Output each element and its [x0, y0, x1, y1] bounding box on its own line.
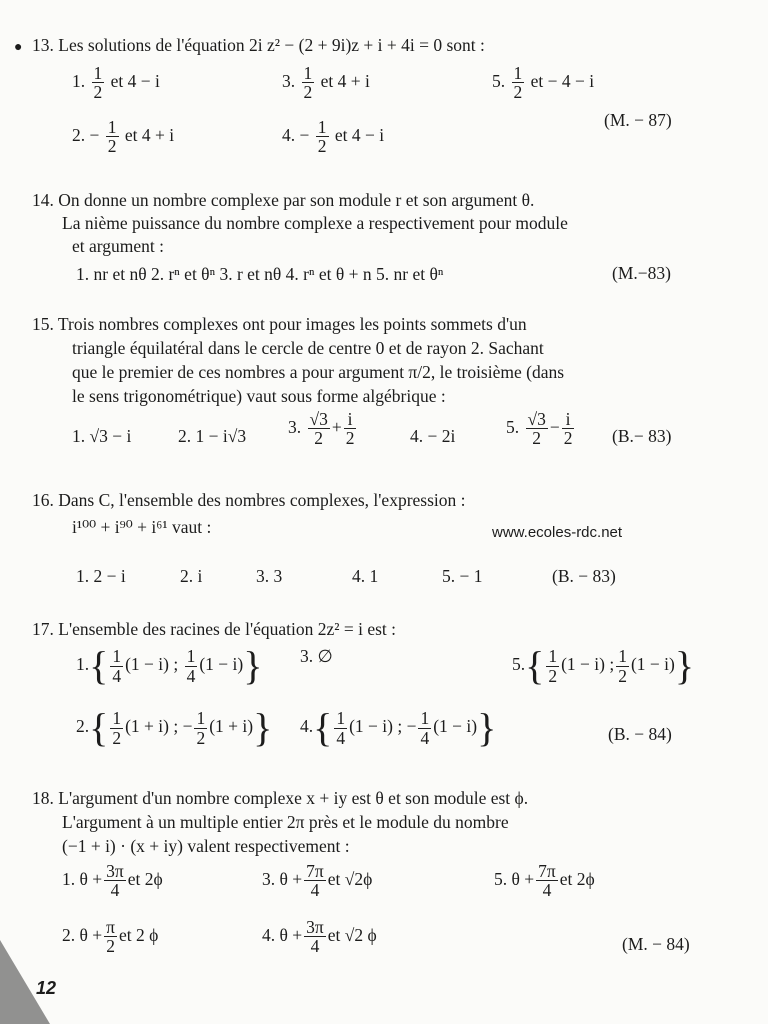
source-ref: (M. − 87) [604, 110, 672, 130]
bullet-mark-icon: ● [14, 40, 23, 55]
option-2: 2. θ + $\frac{\pi}{2}$ et 2 ϕ [62, 917, 159, 957]
option-4: 4. − 2i [410, 426, 456, 446]
option-4: 4.{ $\frac{1}{4}$ (1 − i) ; − $\frac{1}{4}$ (1 − i)} [300, 705, 497, 750]
website-watermark: www.ecoles-rdc.net [492, 524, 623, 541]
fraction: $\frac{7\pi}{4}$ [538, 861, 556, 901]
option-2: 2. 1 − i√3 [178, 426, 247, 446]
fraction: $\frac{√3}{2}$ [527, 409, 546, 449]
option-5: 5. θ + $\frac{7\pi}{4}$ et 2ϕ [494, 861, 595, 901]
option-3: 3. θ + $\frac{7\pi}{4}$ et √2ϕ [262, 861, 373, 901]
fraction: $\frac{1}{2}$ [513, 63, 523, 103]
question-text: L'argument à un multiple entier 2π près et le module du nombre [62, 812, 509, 832]
option-5: 5. − 1 [442, 566, 483, 586]
source-ref: (B. − 84) [608, 724, 672, 744]
option-2: 2.{ $\frac{1}{2}$ (1 + i) ; − $\frac{1}{2}$ (1 + i)} [76, 705, 273, 750]
question-text: (−1 + i) · (x + iy) valent respectivement : [62, 836, 350, 856]
source-ref: (M. − 84) [622, 934, 690, 954]
option-3: 3. 3 [256, 566, 283, 586]
fraction: $\frac{1}{2}$ [196, 708, 206, 748]
fraction: $\frac{1}{2}$ [107, 117, 117, 157]
fraction: $\frac{1}{4}$ [112, 646, 122, 686]
fraction: $\frac{1}{4}$ [420, 708, 430, 748]
option-2: 2. i [180, 566, 203, 586]
source-ref: (M.−83) [612, 263, 671, 283]
option-4: 4. 1 [352, 566, 379, 586]
fraction: $\frac{1}{2}$ [112, 708, 122, 748]
fraction: $\frac{1}{2}$ [317, 117, 327, 157]
option-4: 4. θ + $\frac{3\pi}{4}$ et √2 ϕ [262, 917, 377, 957]
fraction: $\frac{1}{2}$ [618, 646, 627, 686]
fraction: $\frac{1}{2}$ [93, 63, 103, 103]
option-3: 3. $\frac{√3}{2}$ + $\frac{i}{2}$ [288, 409, 355, 449]
option-5: 5.{ $\frac{1}{2}$ (1 − i) ; $\frac{1}{2}$ (1 − i)} [512, 643, 695, 688]
option-1: 1. $\frac{1}{2}$ et 4 − i [72, 63, 160, 103]
fraction: $\frac{√3}{2}$ [309, 409, 328, 449]
option-5: 5. $\frac{√3}{2}$ − $\frac{i}{2}$ [506, 409, 573, 449]
question-text: 16. Dans C, l'ensemble des nombres complexes, l'expression : [32, 490, 466, 510]
option-3: 3. ∅ [300, 646, 333, 666]
question-text: 14. On donne un nombre complexe par son module r et son argument θ. [32, 190, 535, 210]
fraction: $\frac{1}{4}$ [186, 646, 196, 686]
option-1: 1. √3 − i [72, 426, 132, 446]
fraction: $\frac{1}{2}$ [548, 646, 558, 686]
question-stem: 13. Les solutions de l'équation 2i z² − (2 + 9i)z + i + 4i = 0 sont : [32, 35, 485, 55]
option-5: 5. $\frac{1}{2}$ et − 4 − i [492, 63, 595, 103]
options-row: 1. nr et nθ 2. rⁿ et θⁿ 3. r et nθ 4. rⁿ et θ + n 5. nr et θⁿ [76, 264, 444, 284]
fraction: $\frac{1}{4}$ [336, 708, 346, 748]
question-text: i¹⁰⁰ + i⁹⁰ + i⁶¹ vaut : [72, 517, 212, 537]
option-2: 2. − $\frac{1}{2}$ et 4 + i [72, 117, 175, 157]
option-1: 1.{ $\frac{1}{4}$ (1 − i) ; $\frac{1}{4}$ (1 − i)} [76, 643, 263, 688]
fraction: $\frac{i}{2}$ [563, 409, 573, 449]
fraction: $\frac{i}{2}$ [345, 409, 355, 449]
question-text: 15. Trois nombres complexes ont pour images les points sommets d'un [32, 314, 527, 334]
question-text: que le premier de ces nombres a pour argument π/2, le troisième (dans [72, 362, 565, 382]
source-ref: (B.− 83) [612, 426, 672, 446]
fraction: $\frac{3\pi}{4}$ [306, 917, 324, 957]
option-1: 1. θ + $\frac{3\pi}{4}$ et 2ϕ [62, 861, 163, 901]
option-4: 4. − $\frac{1}{2}$ et 4 − i [282, 117, 385, 157]
question-text: 18. L'argument d'un nombre complexe x + iy est θ et son module est ϕ. [32, 788, 529, 808]
page-number: 12 [36, 978, 57, 998]
option-1: 1. 2 − i [76, 566, 126, 586]
question-text: et argument : [72, 236, 165, 256]
fraction: $\frac{3\pi}{4}$ [106, 861, 124, 901]
question-text: La nième puissance du nombre complexe a respectivement pour module [62, 213, 568, 233]
option-3: 3. $\frac{1}{2}$ et 4 + i [282, 63, 370, 103]
fraction: $\frac{\pi}{2}$ [106, 917, 115, 957]
question-stem: 17. L'ensemble des racines de l'équation 2z² = i est : [32, 619, 397, 639]
question-text: le sens trigonométrique) vaut sous forme algébrique : [72, 386, 446, 406]
fraction: $\frac{1}{2}$ [303, 63, 313, 103]
source-ref: (B. − 83) [552, 566, 616, 586]
question-text: triangle équilatéral dans le cercle de centre 0 et de rayon 2. Sachant [72, 338, 544, 358]
fraction: $\frac{7\pi}{4}$ [306, 861, 324, 901]
